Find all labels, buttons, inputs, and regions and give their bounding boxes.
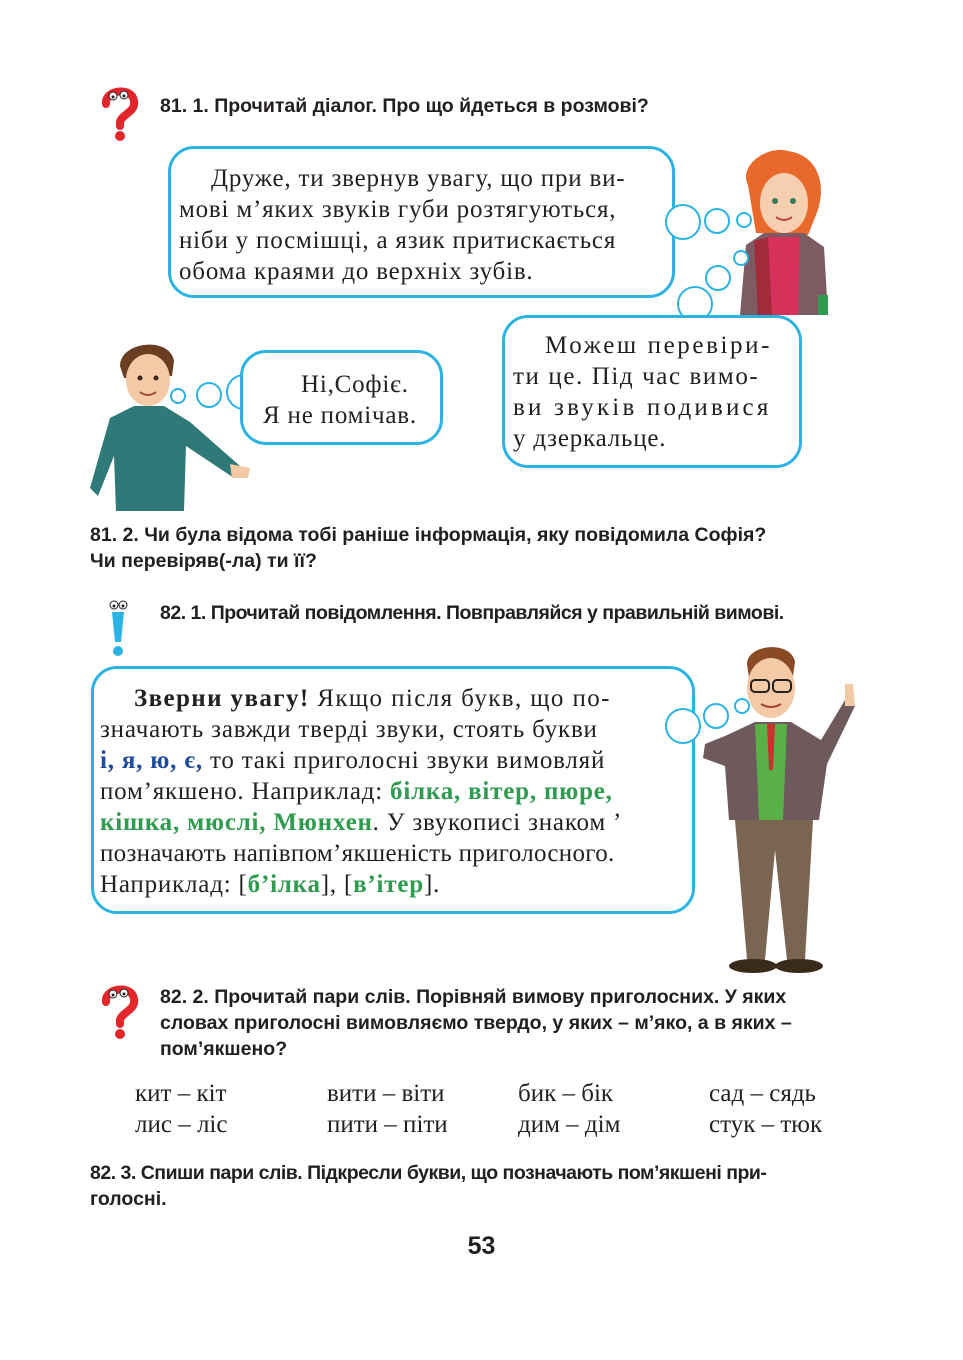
rule-text: то такі приголосні звуки вимовляй: [202, 747, 606, 774]
bubble-line: Я не помічав.: [263, 402, 417, 429]
word-pair: стук – тюк: [709, 1111, 823, 1138]
transcription: в’ітер: [353, 871, 424, 898]
page-number: 53: [467, 1232, 496, 1260]
rule-text: . У звукописі знаком ’: [372, 809, 623, 836]
transcription: б’ілка: [247, 871, 321, 898]
bubble-line: мові м’яких звуків губи розтягуються,: [179, 196, 617, 223]
bubble-line: ви звуків подивися: [513, 394, 772, 421]
bubble-line: Друже, ти звернув увагу, що при ви-: [211, 165, 626, 192]
bubble-line: ніби у посмішці, а язик притискається: [179, 227, 617, 254]
rule-example: кішка, мюслі, Мюнхен: [100, 809, 373, 836]
thought-circle: [704, 208, 730, 234]
bubble-line: ти це. Під час вимо-: [513, 363, 760, 390]
boy-speech-bubble: [240, 350, 443, 445]
thought-circle: [733, 250, 749, 266]
bubble-line: у дзеркальце.: [513, 425, 667, 452]
teacher-illustration: [695, 640, 870, 975]
thought-circle: [196, 382, 222, 408]
rule-line: [100, 776, 692, 807]
rule-text: Наприклад: [: [100, 871, 248, 898]
sofia-reply-bubble: [502, 315, 802, 468]
task-81-2-heading: [90, 522, 766, 574]
task-line: пом’якшено?: [160, 1038, 288, 1060]
sofia-speech-bubble: [168, 146, 675, 298]
word-pair: бик – бік: [518, 1080, 614, 1107]
word-pair: лис – ліс: [135, 1111, 228, 1138]
word-pair: вити – віти: [327, 1080, 445, 1107]
task-line: словах приголосні вимовляємо твердо, у яких – м’яко, а в яких –: [160, 1012, 792, 1034]
task-82-1-heading: 82. 1. Прочитай повідомлення. Повправляйся у правильній вимові.: [160, 602, 784, 624]
exclamation-icon: [106, 598, 130, 658]
task-line: Чи перевіряв(-ла) ти її?: [90, 550, 317, 572]
task-line: 81. 2. Чи була відома тобі раніше інформація, яку повідомила Софія?: [90, 524, 767, 546]
boy-illustration: [90, 336, 265, 511]
rule-line: позначають напівпом’якшеність приголосного.: [100, 840, 615, 867]
bubble-line: Можеш перевіри-: [545, 332, 773, 359]
rule-line: значають завжди тверді звуки, стоять букви: [100, 716, 598, 743]
task-81-1-heading: 81. 1. Прочитай діалог. Про що йдеться в розмові?: [160, 95, 649, 117]
word-pair: дим – дім: [518, 1111, 621, 1138]
rule-text: пом’якшено. Наприклад:: [100, 778, 391, 805]
word-pairs: [0, 1078, 963, 1148]
word-pair: пити – піти: [327, 1111, 448, 1138]
rule-letters: і, я, ю, є,: [100, 747, 203, 774]
rule-heading: Зверни увагу!: [134, 685, 310, 712]
task-82-2-heading: [160, 984, 792, 1062]
rule-line: [100, 683, 692, 714]
word-pair: кит – кіт: [135, 1080, 227, 1107]
task-line: голосні.: [90, 1188, 167, 1210]
rule-bubble: [91, 666, 695, 914]
rule-example: білка, вітер, пюре,: [390, 778, 613, 805]
bubble-line: Ні,Софіє.: [301, 371, 409, 398]
question-icon: [98, 982, 140, 1040]
task-82-3-heading: [90, 1160, 766, 1212]
task-line: 82. 3. Спиши пари слів. Підкресли букви, що позначають пом’якшені при-: [90, 1162, 767, 1184]
rule-text: Якщо після букв, що по-: [309, 685, 611, 712]
thought-circle: [665, 204, 701, 240]
rule-text: ], [: [320, 871, 354, 898]
rule-line: [100, 869, 692, 900]
rule-line: [100, 807, 692, 838]
thought-circle: [170, 388, 186, 404]
rule-text: ].: [423, 871, 441, 898]
question-icon: [98, 84, 140, 142]
rule-line: [100, 745, 692, 776]
bubble-line: обома краями до верхніх зубів.: [179, 258, 534, 285]
thought-circle: [705, 265, 731, 291]
word-pair: сад – сядь: [709, 1080, 816, 1107]
sofia-illustration: [728, 145, 836, 315]
task-line: 82. 2. Прочитай пари слів. Порівняй вимову приголосних. У яких: [160, 986, 787, 1008]
